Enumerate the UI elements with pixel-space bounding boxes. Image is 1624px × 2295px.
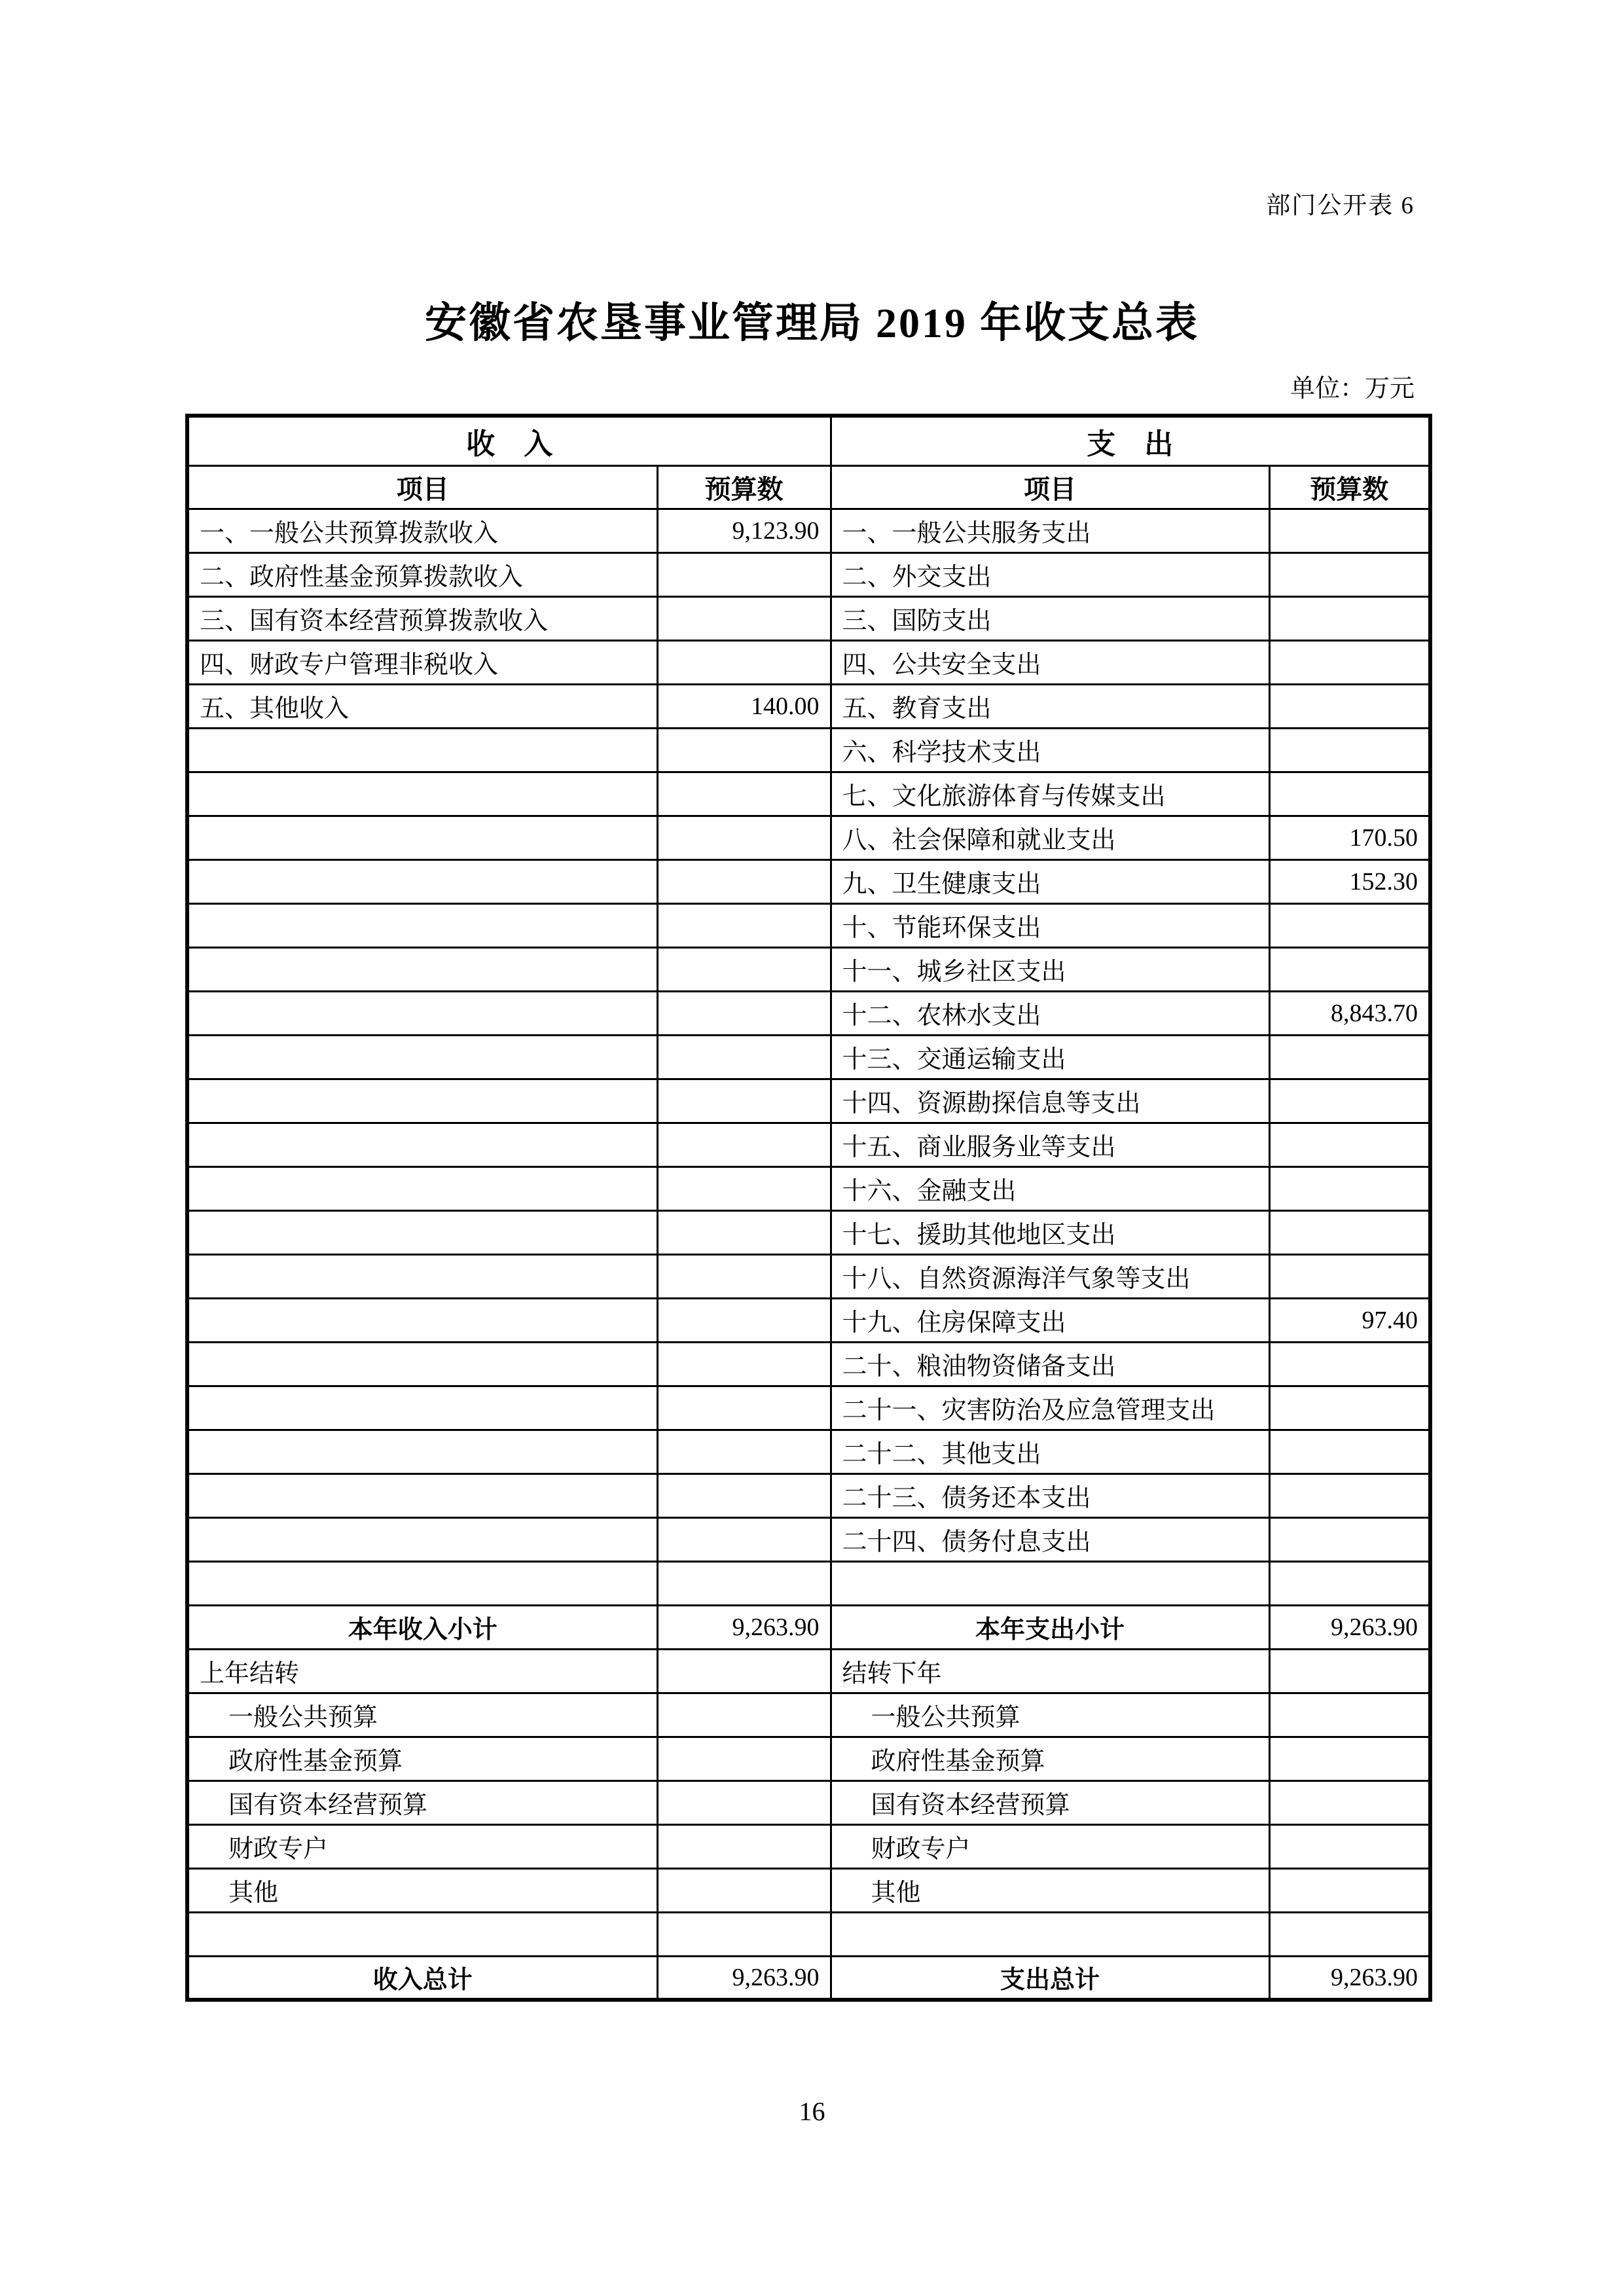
table-row: [187, 816, 1430, 859]
income-budget-cell: [657, 947, 831, 991]
expense-budget-cell: [1269, 1254, 1430, 1298]
income-budget-cell: [657, 1430, 831, 1473]
income-item-cell: 上年结转: [187, 1649, 657, 1693]
expense-budget-cell: [1269, 596, 1430, 640]
table-row: [187, 1605, 1430, 1649]
income-item-cell: 本年收入小计: [187, 1605, 657, 1649]
expense-budget-cell: [1269, 1342, 1430, 1386]
income-budget-cell: [657, 1210, 831, 1254]
table-row: [187, 1342, 1430, 1386]
expense-item-cell: 四、公共安全支出: [831, 640, 1269, 684]
income-budget-cell: 9,263.90: [657, 1605, 831, 1649]
income-item-cell: [187, 1166, 657, 1210]
expense-item-cell: 十八、自然资源海洋气象等支出: [831, 1254, 1269, 1298]
table-row: [187, 1430, 1430, 1473]
expense-section-header: 支 出: [831, 416, 1430, 465]
expense-item-cell: 国有资本经营预算: [831, 1780, 1269, 1824]
expense-item-cell: 十四、资源勘探信息等支出: [831, 1079, 1269, 1123]
expense-budget-cell: [1269, 1166, 1430, 1210]
income-item-cell: [187, 728, 657, 772]
income-item-cell: [187, 1473, 657, 1517]
expense-budget-cell: [1269, 1649, 1430, 1693]
expense-budget-cell: [1269, 1079, 1430, 1123]
income-item-cell: 收入总计: [187, 1956, 657, 2000]
expense-budget-cell: [1269, 1386, 1430, 1430]
table-row: [187, 1035, 1430, 1079]
table-row: [187, 772, 1430, 816]
expense-item-cell: 二、外交支出: [831, 552, 1269, 596]
income-item-cell: [187, 1254, 657, 1298]
income-item-cell: [187, 1123, 657, 1166]
table-row: [187, 552, 1430, 596]
income-item-cell: [187, 947, 657, 991]
table-row: [187, 1298, 1430, 1342]
expense-budget-cell: [1269, 1123, 1430, 1166]
table-row: [187, 1956, 1430, 2000]
income-item-cell: 政府性基金预算: [187, 1737, 657, 1780]
expense-budget-cell: [1269, 640, 1430, 684]
table-row: [187, 1254, 1430, 1298]
expense-item-cell: 十、节能环保支出: [831, 903, 1269, 947]
income-item-cell: 国有资本经营预算: [187, 1780, 657, 1824]
table-row: [187, 1517, 1430, 1561]
income-item-cell: [187, 1561, 657, 1605]
income-item-cell: 财政专户: [187, 1824, 657, 1868]
expense-budget-cell: [1269, 1737, 1430, 1780]
income-item-cell: 四、财政专户管理非税收入: [187, 640, 657, 684]
expense-budget-cell: 97.40: [1269, 1298, 1430, 1342]
expense-budget-column-header: 预算数: [1269, 465, 1430, 509]
income-item-cell: [187, 1430, 657, 1473]
expense-budget-cell: 9,263.90: [1269, 1605, 1430, 1649]
table-row: [187, 684, 1430, 728]
budget-summary-table: [185, 414, 1432, 2002]
expense-budget-cell: 152.30: [1269, 859, 1430, 903]
expense-budget-cell: [1269, 1473, 1430, 1517]
expense-item-cell: 其他: [831, 1868, 1269, 1912]
expense-item-cell: [831, 1561, 1269, 1605]
table-row: [187, 991, 1430, 1035]
income-item-cell: 一、一般公共预算拨款收入: [187, 509, 657, 552]
income-budget-cell: [657, 1342, 831, 1386]
income-budget-cell: [657, 816, 831, 859]
expense-item-cell: 三、国防支出: [831, 596, 1269, 640]
income-budget-cell: [657, 1693, 831, 1737]
table-row: [187, 1561, 1430, 1605]
table-row: [187, 640, 1430, 684]
table-row: [187, 1693, 1430, 1737]
income-item-cell: [187, 1079, 657, 1123]
expense-budget-cell: 9,263.90: [1269, 1956, 1430, 2000]
column-header-row: [187, 465, 1430, 509]
expense-budget-cell: [1269, 1561, 1430, 1605]
income-budget-cell: [657, 728, 831, 772]
table-row: [187, 1386, 1430, 1430]
corner-form-label: 部门公开表 6: [1266, 192, 1415, 219]
income-budget-cell: [657, 1473, 831, 1517]
income-budget-cell: [657, 1079, 831, 1123]
expense-budget-cell: [1269, 552, 1430, 596]
income-budget-cell: [657, 1386, 831, 1430]
expense-item-cell: 十七、援助其他地区支出: [831, 1210, 1269, 1254]
income-item-cell: [187, 1912, 657, 1956]
expense-item-cell: 二十一、灾害防治及应急管理支出: [831, 1386, 1269, 1430]
expense-budget-cell: 8,843.70: [1269, 991, 1430, 1035]
expense-item-cell: 十二、农林水支出: [831, 991, 1269, 1035]
income-budget-cell: [657, 640, 831, 684]
table-row: [187, 1166, 1430, 1210]
income-budget-cell: [657, 1561, 831, 1605]
income-item-cell: 其他: [187, 1868, 657, 1912]
income-item-cell: [187, 1386, 657, 1430]
income-budget-column-header: 预算数: [657, 465, 831, 509]
expense-budget-cell: [1269, 1517, 1430, 1561]
expense-item-cell: 十一、城乡社区支出: [831, 947, 1269, 991]
income-budget-cell: [657, 1649, 831, 1693]
income-item-cell: [187, 772, 657, 816]
page-number: 16: [799, 2097, 825, 2126]
income-budget-cell: 9,263.90: [657, 1956, 831, 2000]
income-item-cell: 三、国有资本经营预算拨款收入: [187, 596, 657, 640]
expense-budget-cell: [1269, 772, 1430, 816]
expense-item-cell: 二十四、债务付息支出: [831, 1517, 1269, 1561]
income-item-cell: [187, 903, 657, 947]
income-budget-cell: [657, 1517, 831, 1561]
expense-item-cell: 八、社会保障和就业支出: [831, 816, 1269, 859]
expense-budget-cell: [1269, 1780, 1430, 1824]
expense-budget-cell: [1269, 1868, 1430, 1912]
table-row: [187, 596, 1430, 640]
expense-budget-cell: [1269, 1035, 1430, 1079]
expense-item-cell: 七、文化旅游体育与传媒支出: [831, 772, 1269, 816]
expense-item-cell: 支出总计: [831, 1956, 1269, 2000]
expense-item-cell: 十三、交通运输支出: [831, 1035, 1269, 1079]
expense-item-cell: 十九、住房保障支出: [831, 1298, 1269, 1342]
expense-item-cell: 政府性基金预算: [831, 1737, 1269, 1780]
expense-item-cell: 二十三、债务还本支出: [831, 1473, 1269, 1517]
unit-label: 单位：万元: [1290, 375, 1415, 403]
table-row: [187, 1123, 1430, 1166]
table-row: [187, 1780, 1430, 1824]
expense-item-cell: 本年支出小计: [831, 1605, 1269, 1649]
expense-item-cell: [831, 1912, 1269, 1956]
expense-item-cell: 二十二、其他支出: [831, 1430, 1269, 1473]
income-budget-cell: [657, 1123, 831, 1166]
table-row: [187, 728, 1430, 772]
income-budget-cell: 140.00: [657, 684, 831, 728]
income-budget-cell: 9,123.90: [657, 509, 831, 552]
income-budget-cell: [657, 903, 831, 947]
expense-item-cell: 一、一般公共服务支出: [831, 509, 1269, 552]
expense-item-cell: 十六、金融支出: [831, 1166, 1269, 1210]
income-budget-cell: [657, 1824, 831, 1868]
income-item-cell: [187, 1210, 657, 1254]
income-item-cell: [187, 1298, 657, 1342]
expense-item-cell: 十五、商业服务业等支出: [831, 1123, 1269, 1166]
table-row: [187, 1649, 1430, 1693]
table-row: [187, 1079, 1430, 1123]
income-budget-cell: [657, 1298, 831, 1342]
expense-budget-cell: [1269, 509, 1430, 552]
table-row: [187, 859, 1430, 903]
table-row: [187, 1210, 1430, 1254]
table-row: [187, 1912, 1430, 1956]
expense-budget-cell: [1269, 1824, 1430, 1868]
table-row: [187, 1868, 1430, 1912]
income-budget-cell: [657, 772, 831, 816]
table-row: [187, 903, 1430, 947]
income-item-cell: 一般公共预算: [187, 1693, 657, 1737]
expense-budget-cell: [1269, 947, 1430, 991]
expense-item-cell: 六、科学技术支出: [831, 728, 1269, 772]
income-item-cell: [187, 991, 657, 1035]
income-budget-cell: [657, 991, 831, 1035]
table-row: [187, 509, 1430, 552]
expense-item-cell: 财政专户: [831, 1824, 1269, 1868]
table-row: [187, 1824, 1430, 1868]
table-row: [187, 947, 1430, 991]
income-item-cell: [187, 816, 657, 859]
income-item-cell: [187, 859, 657, 903]
income-budget-cell: [657, 1035, 831, 1079]
expense-item-column-header: 项目: [831, 465, 1269, 509]
income-item-column-header: 项目: [187, 465, 657, 509]
table-row: [187, 1473, 1430, 1517]
income-budget-cell: [657, 1868, 831, 1912]
table-body: [187, 509, 1430, 2000]
expense-budget-cell: 170.50: [1269, 816, 1430, 859]
expense-item-cell: 一般公共预算: [831, 1693, 1269, 1737]
table-row: [187, 1737, 1430, 1780]
income-budget-cell: [657, 596, 831, 640]
income-budget-cell: [657, 859, 831, 903]
expense-budget-cell: [1269, 1210, 1430, 1254]
expense-budget-cell: [1269, 728, 1430, 772]
section-header-row: [187, 416, 1430, 465]
income-item-cell: 二、政府性基金预算拨款收入: [187, 552, 657, 596]
expense-item-cell: 二十、粮油物资储备支出: [831, 1342, 1269, 1386]
expense-budget-cell: [1269, 1430, 1430, 1473]
page-title: 安徽省农垦事业管理局 2019 年收支总表: [425, 300, 1199, 346]
income-budget-cell: [657, 1166, 831, 1210]
income-budget-cell: [657, 1912, 831, 1956]
income-budget-cell: [657, 1780, 831, 1824]
income-budget-cell: [657, 552, 831, 596]
expense-item-cell: 结转下年: [831, 1649, 1269, 1693]
expense-budget-cell: [1269, 903, 1430, 947]
expense-budget-cell: [1269, 684, 1430, 728]
income-item-cell: [187, 1342, 657, 1386]
expense-budget-cell: [1269, 1693, 1430, 1737]
income-item-cell: [187, 1517, 657, 1561]
income-budget-cell: [657, 1254, 831, 1298]
expense-item-cell: 九、卫生健康支出: [831, 859, 1269, 903]
income-item-cell: 五、其他收入: [187, 684, 657, 728]
income-item-cell: [187, 1035, 657, 1079]
income-budget-cell: [657, 1737, 831, 1780]
expense-item-cell: 五、教育支出: [831, 684, 1269, 728]
income-section-header: 收 入: [187, 416, 831, 465]
expense-budget-cell: [1269, 1912, 1430, 1956]
